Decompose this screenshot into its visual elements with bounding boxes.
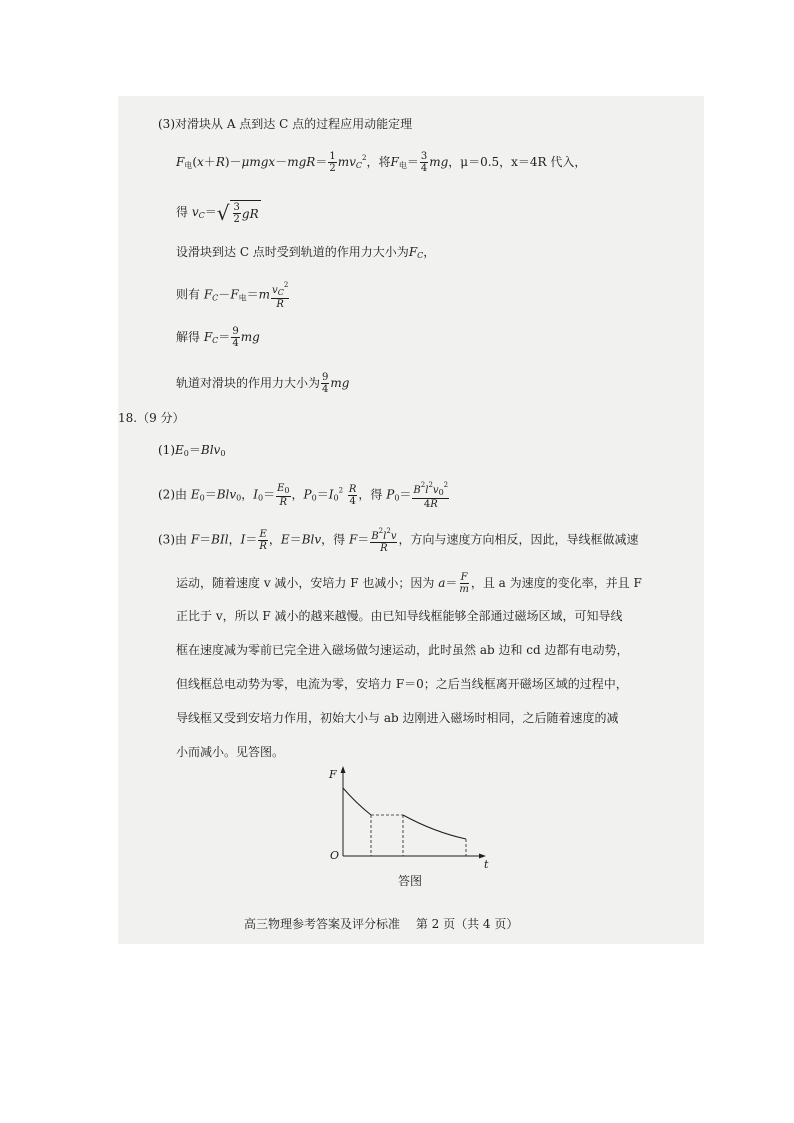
- then-have-text: 则有: [176, 287, 201, 302]
- y-axis-arrow: [341, 766, 346, 773]
- q18-part3-line5: 但线框总电动势为零，电流为零，安培力 F＝0；之后当线框离开磁场区域的过程中，: [176, 677, 628, 691]
- axis-x-label: t: [484, 858, 489, 871]
- velocity-result: 得 $v_C=$ √ $\frac{3}{2}$ gR: [176, 200, 259, 225]
- q18-p2-get: ，得: [358, 487, 383, 502]
- q18-p1-label: (1): [158, 443, 175, 457]
- q18-part3-line3: 正比于 v，所以 F 减小的越来越慢。由已知导线框能够全部通过磁场区域，可知导线: [176, 609, 623, 623]
- q18-part1: $(1)E_0=Blv_0$: [158, 443, 226, 458]
- answer-figure: [322, 760, 498, 892]
- result-prefix: 得: [176, 205, 189, 219]
- newton-equation: 则有 $F_C-F_电=m$ $\frac{v_C^2}{R}$: [176, 281, 289, 310]
- q18-heading: 18.（9 分）: [118, 411, 185, 425]
- q18-part3-line1: (3)由 F＝BIl，I＝ $\frac{E}{R}$ ，E＝Blv，得 F＝ $\frac{B^2l^2v}{R}$ ，方向与速度方向相反，因此，导线框做减速: [158, 527, 639, 554]
- q18-part3-line6: 导线框又受到安培力作用，初始大小与 ab 边刚进入磁场时相同，之后随着速度的减: [176, 711, 619, 725]
- force-conclusion: 轨道对滑块的作用力大小为 $\frac{9}{4}$ mg: [176, 372, 350, 395]
- q18-line2-post: ，且 a 为速度的变化率，并且 F: [470, 576, 642, 590]
- q18-part3-line2: 运动，随着速度 v 减小，安培力 F 也减小；因为 a＝ $\frac{F}{m}$ ，且 a 为速度的变化率，并且 F: [176, 572, 642, 595]
- q18-p3-tail: ，方向与速度方向相反，因此，导线框做减速: [398, 532, 639, 547]
- q18-part3-line7: 小而减小。见答图。: [176, 745, 285, 759]
- force-def-text: 设滑块到达 C 点时受到轨道的作用力大小为: [176, 245, 409, 259]
- q18-p3-get: ，得: [321, 532, 346, 547]
- page-footer: 高三物理参考答案及评分标准 第 2 页（共 4 页）: [244, 917, 519, 931]
- solve-text: 解得: [176, 330, 201, 344]
- force-definition: 设滑块到达 C 点时受到轨道的作用力大小为$F_C$，: [176, 245, 436, 260]
- part3-intro: (3)对滑块从 A 点到达 C 点的过程应用动能定理: [158, 117, 413, 131]
- axis-y-label: F: [329, 768, 337, 781]
- force-curve-leaving: [403, 815, 466, 839]
- q18-part3-line4: 框在速度减为零前已完全进入磁场做匀速运动，此时虽然 ab 边和 cd 边都有电动势，: [176, 643, 629, 657]
- q18-line2-pre: 运动，随着速度 v 减小，安培力 F 也减小；因为: [176, 576, 435, 590]
- eq1-tail-text: ，μ＝0.5，x＝4R 代入，: [448, 155, 587, 169]
- force-curve-entering: [343, 788, 371, 815]
- force-result: 解得 $F_C=$ $\frac{9}{4}$ mg: [176, 326, 260, 349]
- figure-caption: 答图: [398, 874, 423, 888]
- q18-part2: (2)由 $E_0=Blv_0$，$I_0=$ $\frac{E_0}{R}$ ，$P_0=I_0^2$ $\frac{R}{4}$ ，得 $P_0=$ $\frac{B^2l^2v_0^2}{4R}$: [158, 481, 449, 510]
- origin-label: O: [330, 849, 340, 862]
- energy-equation: $F_电(x+R)-\mu mgx-mgR=$ $\frac{1}{2}$ $mv_C^2$，将$F_电=$ $\frac{3}{4}$ mg，μ＝0.5，x＝4R 代入，: [176, 151, 587, 174]
- q18-p3-start: (3)由: [158, 532, 187, 547]
- eq1-post-text: ，将: [366, 155, 391, 169]
- conclusion-text: 轨道对滑块的作用力大小为: [176, 376, 321, 390]
- q18-p2-label: (2)由: [158, 487, 187, 502]
